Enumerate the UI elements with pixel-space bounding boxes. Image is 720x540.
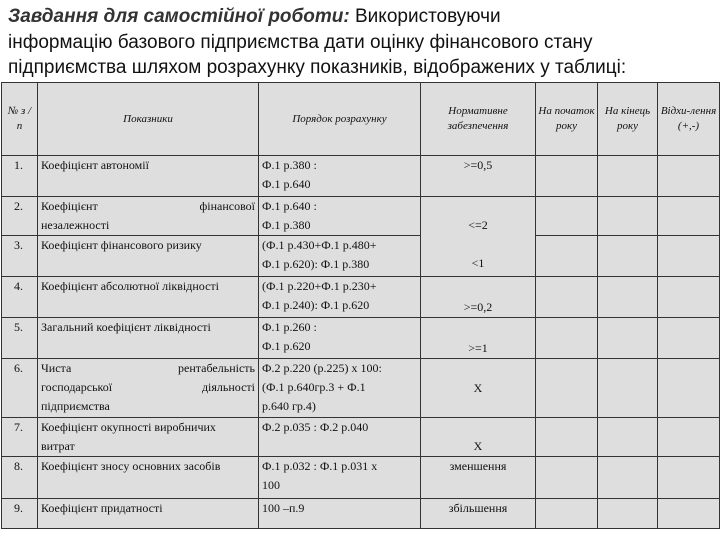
indicator-word: Чиста [41, 361, 72, 375]
table-header-row [2, 83, 720, 156]
calc-line: (Ф.1 р.220+Ф.1 р.230+ [262, 279, 377, 293]
indicator-line [41, 359, 255, 378]
row-num: 1. [2, 156, 38, 197]
norm-cell: збільшення [421, 499, 536, 529]
calc-line: Ф.1 р.240): Ф.1 р.620 [262, 298, 370, 312]
norm-cell: >=0,2 [421, 277, 536, 318]
indicator-cell [38, 197, 259, 236]
indicator-word: Коефіцієнт [41, 199, 98, 213]
end-cell [598, 457, 658, 499]
row-num: 5. [2, 318, 38, 359]
table-row [2, 156, 720, 197]
calc-line: Ф.1 р.640 : [262, 199, 317, 213]
start-cell [536, 197, 598, 236]
calc-line: Ф.2 р.220 (р.225) х 100: [262, 361, 382, 375]
dev-cell [658, 418, 720, 457]
end-cell [598, 197, 658, 236]
calc-cell: Ф.2 р.035 : Ф.2 р.040 [259, 418, 421, 457]
col-header-num: № з / п [2, 83, 38, 156]
indicator-cell [38, 418, 259, 457]
norm-cell: >=0,5 [421, 156, 536, 197]
norm-cell: зменшення [421, 457, 536, 499]
indicator-cell: Коефіцієнт абсолютної ліквідності [38, 277, 259, 318]
norm-cell: Х [421, 359, 536, 418]
calc-cell [259, 277, 421, 318]
table-row [2, 418, 720, 457]
start-cell [536, 156, 598, 197]
calc-cell [259, 156, 421, 197]
norm-cell: Х [421, 418, 536, 457]
norm-cell: >=1 [421, 318, 536, 359]
start-cell [536, 236, 598, 277]
start-cell [536, 499, 598, 529]
end-cell [598, 236, 658, 277]
calc-line: (Ф.1 р.640гр.3 + Ф.1 [262, 380, 366, 394]
table-row [2, 236, 720, 277]
dev-cell [658, 197, 720, 236]
indicator-word: діяльності [201, 380, 255, 394]
dev-cell [658, 156, 720, 197]
indicator-line: підприємства [41, 399, 110, 413]
indicator-cell: Загальний коефіцієнт ліквідності [38, 318, 259, 359]
end-cell [598, 499, 658, 529]
start-cell [536, 359, 598, 418]
start-cell [536, 318, 598, 359]
start-cell [536, 277, 598, 318]
calc-line: р.640 гр.4) [262, 399, 316, 413]
start-cell [536, 418, 598, 457]
table-row [2, 277, 720, 318]
calc-cell [259, 318, 421, 359]
dev-cell [658, 277, 720, 318]
calc-line: (Ф.1 р.430+Ф.1 р.480+ [262, 238, 377, 252]
col-header-start: На початок року [536, 83, 598, 156]
dev-cell [658, 499, 720, 529]
norm-value: <=2 [468, 218, 488, 232]
task-line-3: підприємства шляхом розрахунку показників, відображених у таблиці: [8, 57, 627, 78]
table-row [2, 197, 720, 236]
indicators-table [1, 82, 720, 529]
indicator-line: незалежності [41, 218, 110, 232]
calc-line: Ф.1 р.620): Ф.1 р.380 [262, 257, 370, 271]
task-title-bold: Завдання для самостійної роботи: [8, 6, 350, 27]
dev-cell [658, 359, 720, 418]
calc-cell [259, 236, 421, 277]
row-num: 3. [2, 236, 38, 277]
indicator-word: господарської [41, 380, 113, 394]
col-header-calc: Порядок розрахунку [259, 83, 421, 156]
calc-cell [259, 359, 421, 418]
col-header-end: На кінець року [598, 83, 658, 156]
calc-cell [259, 197, 421, 236]
row-num: 2. [2, 197, 38, 236]
norm-cell [421, 197, 536, 277]
end-cell [598, 359, 658, 418]
indicator-line [41, 197, 255, 216]
col-header-norm: Нормативне забезпечення [421, 83, 536, 156]
norm-value: <1 [471, 256, 485, 270]
table-row [2, 457, 720, 499]
start-cell [536, 457, 598, 499]
indicator-cell: Коефіцієнт придатності [38, 499, 259, 529]
table-row [2, 499, 720, 529]
indicator-line: витрат [41, 439, 75, 453]
indicator-cell: Коефіцієнт фінансового ризику [38, 236, 259, 277]
table-row [2, 318, 720, 359]
end-cell [598, 418, 658, 457]
dev-cell [658, 457, 720, 499]
row-num: 8. [2, 457, 38, 499]
indicator-cell: Коефіцієнт зносу основних засобів [38, 457, 259, 499]
indicator-line: Коефіцієнт окупності виробничих [41, 420, 216, 434]
calc-line: Ф.1 р.640 [262, 177, 311, 191]
row-num: 4. [2, 277, 38, 318]
row-num: 7. [2, 418, 38, 457]
indicator-line [41, 378, 255, 397]
task-title [8, 4, 714, 30]
indicator-cell [38, 359, 259, 418]
row-num: 9. [2, 499, 38, 529]
row-num: 6. [2, 359, 38, 418]
calc-cell: 100 –п.9 [259, 499, 421, 529]
dev-cell [658, 236, 720, 277]
end-cell [598, 156, 658, 197]
dev-cell [658, 318, 720, 359]
indicator-word: рентабельність [178, 361, 255, 375]
task-title-rest: Використовуючи [349, 6, 501, 27]
task-header [8, 4, 714, 80]
end-cell [598, 277, 658, 318]
table-row [2, 359, 720, 418]
indicator-word: фінансової [199, 199, 255, 213]
calc-cell [259, 457, 421, 499]
col-header-indicator: Показники [38, 83, 259, 156]
calc-line: Ф.1 р.620 [262, 339, 311, 353]
end-cell [598, 318, 658, 359]
task-line-2: інформацію базового підприємства дати оцінку фінансового стану [8, 32, 593, 53]
calc-line: Ф.1 р.380 [262, 218, 311, 232]
calc-line: 100 [262, 478, 280, 492]
col-header-dev: Відхи-лення (+,-) [658, 83, 720, 156]
calc-line: Ф.1 р.380 : [262, 158, 317, 172]
indicator-cell: Коефіцієнт автономії [38, 156, 259, 197]
calc-line: Ф.1 р.032 : Ф.1 р.031 х [262, 459, 378, 473]
calc-line: Ф.1 р.260 : [262, 320, 317, 334]
